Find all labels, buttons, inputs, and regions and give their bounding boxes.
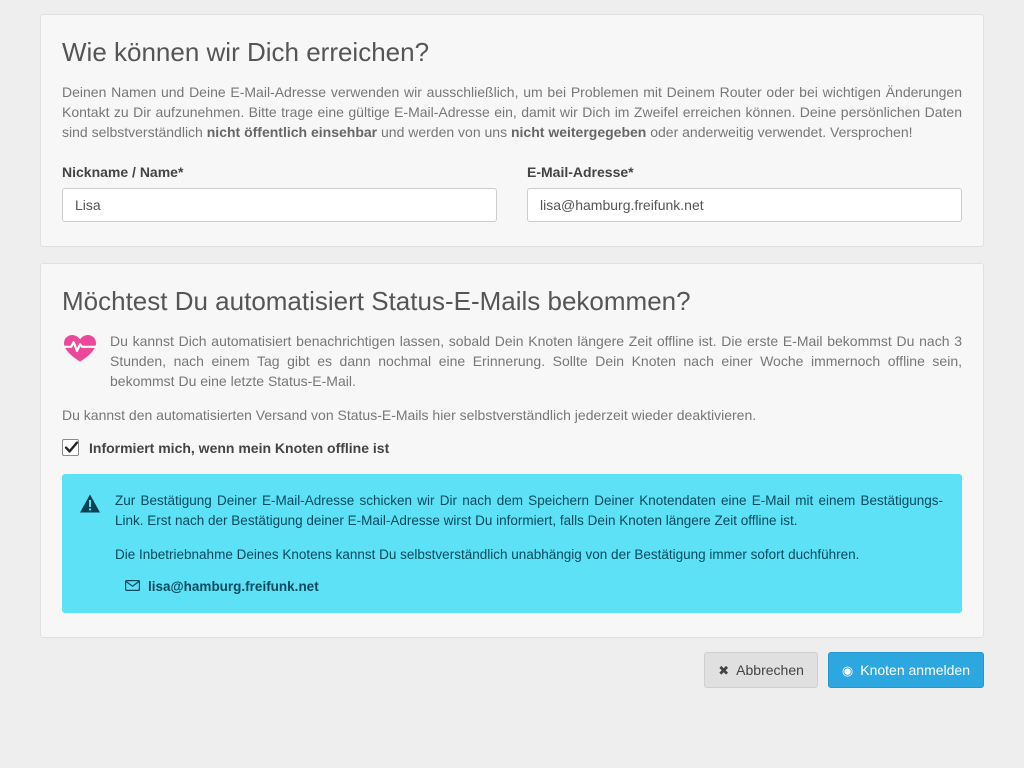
confirmation-alert-email: lisa@hamburg.freifunk.net [148, 579, 319, 595]
email-required-marker: * [628, 164, 634, 181]
email-field-group [527, 164, 962, 222]
status-notify-row [62, 331, 962, 391]
nickname-input[interactable] [62, 188, 497, 222]
cancel-button[interactable] [704, 652, 818, 688]
contact-description-part3: oder anderweitig verwendet. Versprochen! [646, 124, 913, 141]
page-title: Wie können wir Dich erreichen? [62, 37, 430, 67]
panel-spacer [40, 247, 984, 263]
contact-description-bold2: nicht weitergegeben [510, 124, 647, 141]
confirmation-alert [62, 474, 962, 613]
email-label [527, 164, 962, 180]
status-notify-text: Du kannst Dich automatisiert benachrichtigen lassen, sobald Dein Knoten längere Zeit offline ist. Die erste E-Mail bekommst Du nach 3 Stunden, nach einem Tag gibt es dann nochmal eine Erinnerung. Sollte Dein Knoten nach einer Woche immernoch offline sein, bekommst Du eine letzte Status-E-Mail. [110, 333, 962, 390]
status-deactivate-note: Du kannst den automatisierten Versand von Status-E-Mails hier selbstverständlich jederzeit wieder deaktivieren. [62, 407, 757, 424]
confirmation-alert-content [115, 491, 943, 594]
status-email-panel [40, 263, 984, 638]
contact-panel [40, 14, 984, 247]
confirmation-alert-paragraph-2: Die Inbetriebnahme Deines Knotens kannst Du selbstverständlich unabhängig von der Bestätigung immer sofort duchführen. [115, 547, 860, 563]
email-input[interactable] [527, 188, 962, 222]
contact-description [62, 82, 962, 142]
email-label-text: E-Mail-Adresse [527, 164, 629, 181]
heartbeat-icon [62, 333, 98, 363]
offline-notification-checkbox-row[interactable] [62, 439, 962, 456]
nickname-label-text: Nickname / Name [62, 164, 178, 181]
contact-form-row [62, 164, 962, 222]
contact-description-part1: Deinen Namen und Deine E-Mail-Adresse verwenden wir ausschließlich, um bei Problemen mit Deinem Router oder bei wichtigen Änderungen Kontakt zu Dir aufzunehmen. Bitte trage eine gültige E-Mail-Adresse ein, damit wir Dich im Zweifel erreichen können. Deine persönlichen Daten sind selbstverständlich [62, 84, 962, 141]
status-section-title: Möchtest Du automatisiert Status-E-Mails bekommen? [62, 286, 691, 317]
check-circle-icon: ◉ [841, 662, 854, 678]
status-email-panel-body [41, 264, 983, 637]
submit-node-button-label: Knoten anmelden [860, 662, 970, 679]
submit-node-button[interactable] [828, 652, 984, 688]
offline-notification-checkbox-label: Informiert mich, wenn mein Knoten offline ist [89, 439, 390, 456]
offline-notification-checkbox[interactable] [62, 439, 79, 456]
contact-description-part2: und werden von uns [377, 124, 511, 141]
footer-action-bar [40, 638, 984, 688]
cancel-button-label: Abbrechen [736, 662, 804, 679]
nickname-label [62, 164, 497, 180]
close-x-icon: ✖ [718, 662, 730, 678]
nickname-field-group [62, 164, 497, 222]
confirmation-alert-paragraph-1: Zur Bestätigung Deiner E-Mail-Adresse schicken wir Dir nach dem Speichern Deiner Knotendaten eine E-Mail mit einem Bestätigungs-Link. Erst nach der Bestätigung deiner E-Mail-Adresse wirst Du informiert, falls Dein Knoten längere Zeit offline ist. [115, 493, 943, 529]
nickname-required-marker: * [177, 164, 184, 181]
envelope-icon [125, 579, 140, 594]
contact-panel-body [41, 15, 983, 246]
warning-triangle-icon [79, 491, 101, 594]
confirmation-alert-email-row [115, 579, 943, 594]
contact-description-bold1: nicht öffentlich einsehbar [206, 124, 378, 141]
